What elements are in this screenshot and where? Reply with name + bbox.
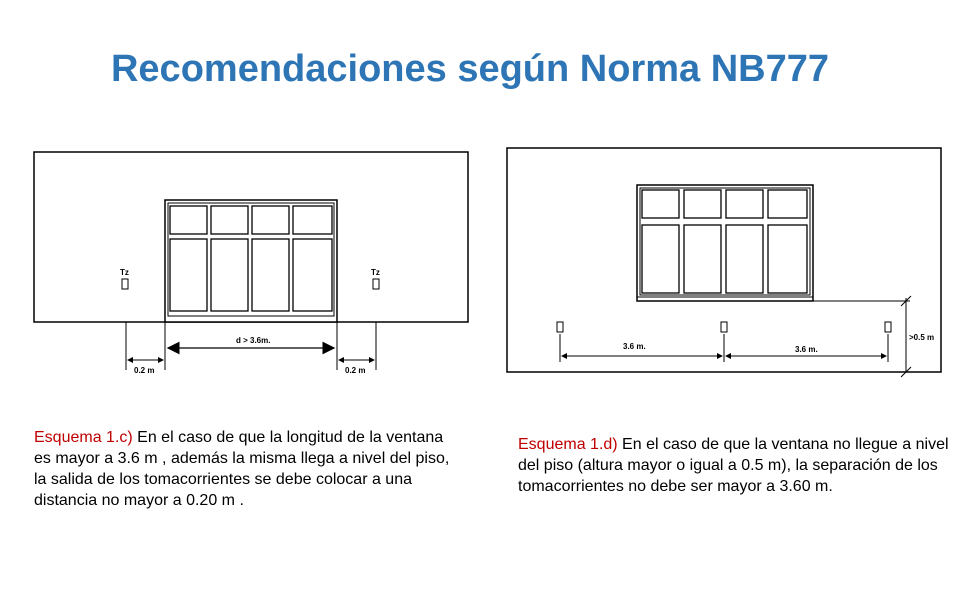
caption-left-body: En el caso de que la longitud de la ventana es mayor a 3.6 m , además la misma llega a nivel del piso, la salida de los tomacorrientes se debe colocar a una distancia no mayor a 0.20 m .	[34, 429, 450, 509]
outlet-right-b	[721, 322, 727, 332]
outlet-right-c	[885, 322, 891, 332]
dimension-right-label: 0.2 m	[345, 366, 366, 375]
outlet-right-1	[371, 268, 380, 289]
window-right	[637, 185, 813, 301]
caption-left-lead: Esquema 1.c)	[34, 429, 133, 446]
outlet-left-1	[120, 268, 129, 289]
dimension-right-fig-left-label: 3.6 m.	[623, 342, 646, 351]
dimension-center-label: d > 3.6m.	[236, 336, 271, 345]
caption-right-body: En el caso de que la ventana no llegue a nivel del piso (altura mayor o igual a 0.5 m), la separación de los tomacorrientes no debe ser mayor a 3.60 m.	[518, 436, 949, 495]
caption-left	[34, 427, 462, 511]
outlet-label-left: Tz	[120, 268, 129, 277]
outlet-label-right: Tz	[371, 268, 380, 277]
dimension-right-fig-right-label: 3.6 m.	[795, 345, 818, 354]
dimension-height-label: >0.5 m	[909, 333, 935, 342]
outlet-right-a	[557, 322, 563, 332]
dimension-left-label: 0.2 m	[134, 366, 155, 375]
slide-title: Recomendaciones según Norma NB777	[110, 48, 829, 90]
window-left	[165, 200, 337, 322]
caption-right-lead: Esquema 1.d)	[518, 436, 618, 453]
caption-right	[518, 434, 954, 497]
